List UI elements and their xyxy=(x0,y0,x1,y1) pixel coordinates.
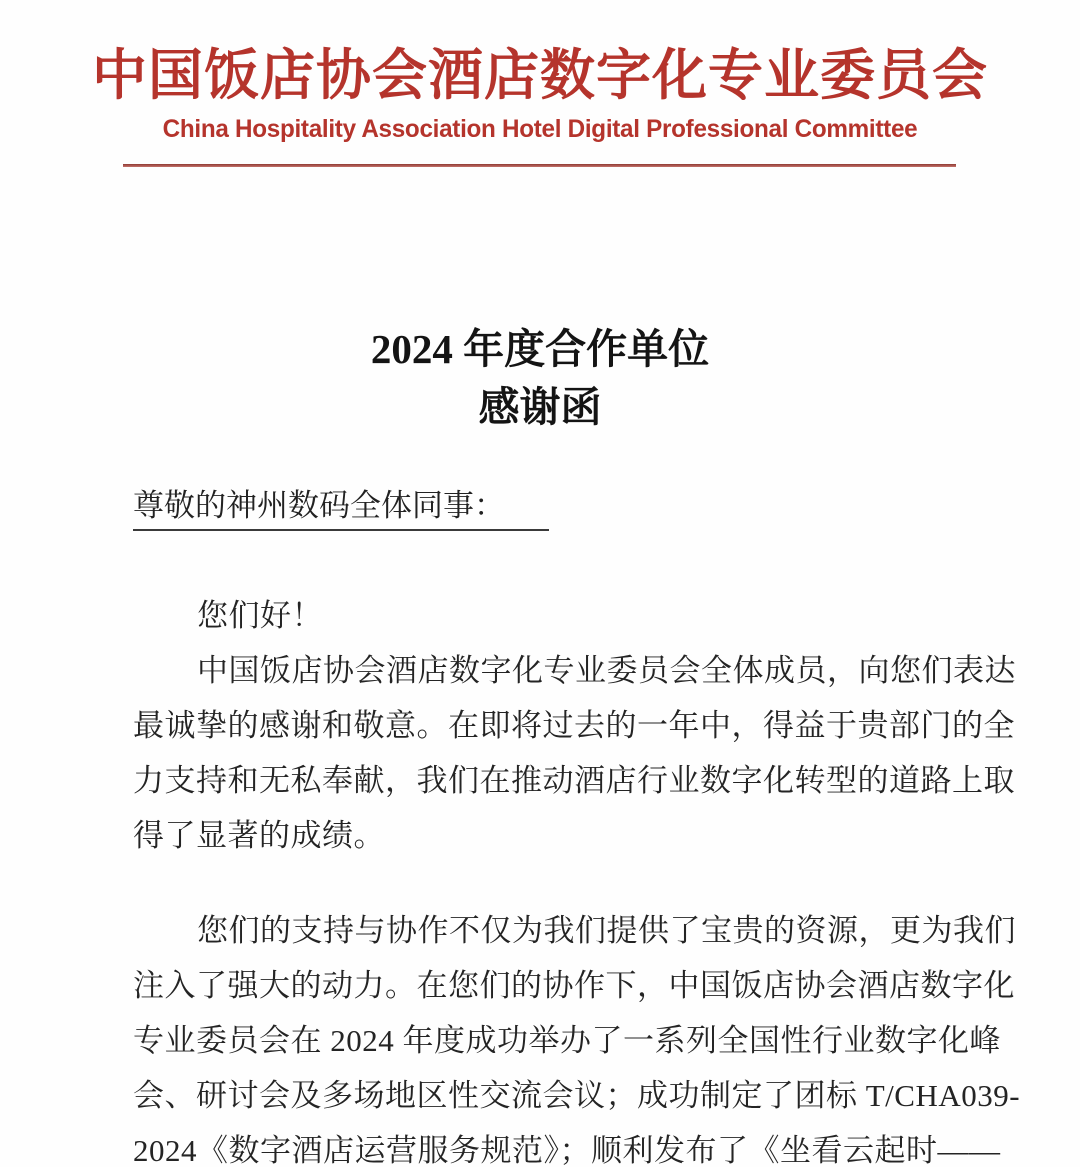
body-paragraph-3 xyxy=(133,903,1021,1167)
body-line: 得了显著的成绩。 xyxy=(133,818,385,853)
body-line: 最诚挚的感谢和敬意。在即将过去的一年中，得益于贵部门的全 xyxy=(133,708,1015,743)
body-paragraph-1 xyxy=(133,588,951,643)
body-line: 力支持和无私奉献，我们在推动酒店行业数字化转型的道路上取 xyxy=(133,763,1015,798)
body-line: 专业委员会在 2024 年度成功举办了一系列全国性行业数字化峰 xyxy=(133,1023,1001,1058)
letterhead-title-english: China Hospitality Association Hotel Digital Professional Committee xyxy=(162,115,918,143)
letterhead xyxy=(0,44,1080,143)
body-line: 会、研讨会及多场地区性交流会议；成功制定了团标 T/CHA039- xyxy=(133,1078,1021,1113)
letter-title xyxy=(0,320,1080,436)
salutation-text: 尊敬的神州数码全体同事： xyxy=(133,488,549,531)
body-line: 您们的支持与协作不仅为我们提供了宝贵的资源，更为我们 xyxy=(197,913,1016,948)
letter-title-line1: 2024 年度合作单位 xyxy=(370,326,710,372)
salutation xyxy=(133,488,549,531)
body-line: 2024《数字酒店运营服务规范》；顺利发布了《坐看云起时—— xyxy=(133,1133,1001,1167)
body-line: 注入了强大的动力。在您们的协作下，中国饭店协会酒店数字化 xyxy=(133,968,1015,1003)
body-line: 您们好！ xyxy=(197,598,323,633)
body-line: 中国饭店协会酒店数字化专业委员会全体成员，向您们表达 xyxy=(197,653,1016,688)
body-paragraph-2 xyxy=(133,643,1016,863)
letterhead-divider xyxy=(123,164,956,167)
letter-title-line2: 感谢函 xyxy=(478,384,602,430)
letterhead-title-chinese: 中国饭店协会酒店数字化专业委员会 xyxy=(91,45,988,106)
